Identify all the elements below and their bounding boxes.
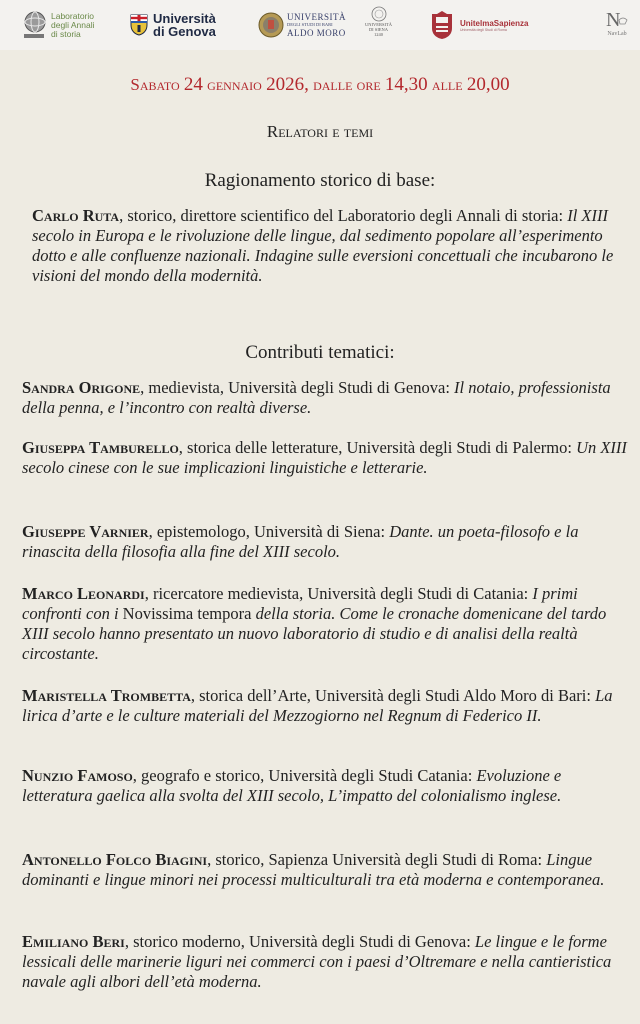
start-time: 14,30	[384, 74, 428, 95]
logo-text: Laboratorio	[51, 10, 95, 21]
contributions-heading: Contributi tematici:	[245, 342, 395, 363]
ship-n-icon	[606, 8, 628, 30]
speaker-entry	[22, 686, 632, 726]
speaker-entry	[22, 378, 632, 418]
svg-text:N: N	[606, 9, 621, 30]
speaker-entry	[32, 206, 632, 286]
logo-text: DI SIENA	[368, 27, 389, 32]
talk-title: Dante. un poeta-filosofo e la rinascita della filosofia alla fine del XIII secolo.	[22, 522, 579, 561]
speaker-name: Carlo Ruta	[32, 206, 120, 225]
base-section-heading: Ragionamento storico di base:	[204, 170, 436, 191]
speaker-entry	[22, 438, 632, 478]
logo-text: NavLab	[607, 31, 627, 37]
speaker-entry	[22, 850, 632, 890]
logo-universita-genova	[130, 6, 216, 44]
speaker-name: Antonello Folco Biagini	[22, 850, 208, 869]
seal-icon	[258, 12, 284, 38]
speaker-role: , medievista, Università degli Studi di Genova:	[140, 378, 455, 397]
date-day: 24	[183, 74, 203, 95]
logo-text: di storia	[51, 28, 81, 39]
talk-title-latin: Novissima tempora	[122, 604, 252, 623]
logo-text: DEGLI STUDI DI BARI	[287, 22, 333, 27]
talk-title: Le lingue e le forme lessicali delle marinerie liguri nei commerci con i paesi d’Oltremare e nella cantieristica navale agli albori dell’età moderna.	[22, 932, 612, 991]
building-emblem-icon	[430, 10, 454, 40]
logo-text: ALDO MORO	[287, 28, 346, 38]
logo-bar	[0, 0, 640, 50]
speaker-role: , storica delle letterature, Università degli Studi di Palermo:	[178, 438, 577, 457]
speaker-role: , storico moderno, Università degli Studi di Genova:	[124, 932, 475, 951]
logo-universita-siena	[365, 6, 392, 44]
logo-text: di Genova	[153, 24, 216, 39]
talk-title: Il XIII secolo in Europa e le rivoluzione delle lingue, dal sedimento popolare all’esperimento dotto e alle confluenze nazionali. Indagine sulle eversioni concettuali che incubarono le visioni del mondo della modernità.	[32, 206, 614, 285]
speaker-role: , storica dell’Arte, Università degli Studi Aldo Moro di Bari:	[190, 686, 596, 705]
speaker-role: , storico, Sapienza Università degli Studi di Roma:	[207, 850, 547, 869]
speaker-name: Marco Leonardi	[22, 584, 145, 603]
speaker-role: , epistemologo, Università di Siena:	[148, 522, 390, 541]
date-text: alle	[427, 75, 467, 94]
logo-laboratorio-annali	[22, 6, 94, 44]
talk-title: I primi confronti con i	[22, 584, 578, 623]
speaker-role: , geografo e storico, Università degli Studi Catania:	[132, 766, 477, 785]
talk-title: Il notaio, professionista della penna, e l’incontro con realtà diverse.	[22, 378, 611, 417]
speaker-entry	[22, 584, 632, 664]
speaker-name: Sandra Origone	[22, 378, 141, 397]
talk-title: La lirica d’arte e le culture materiali del Mezzogiorno nel Regnum di Federico II.	[22, 686, 613, 725]
date-text: Sabato	[130, 75, 184, 94]
talk-title: Lingue dominanti e lingue minori nei processi multiculturali tra età moderna e contemporanea.	[22, 850, 605, 889]
logo-text: 1240	[374, 32, 383, 37]
date-text: gennaio	[202, 75, 267, 94]
speaker-name: Nunzio Famoso	[22, 766, 133, 785]
speaker-name: Maristella Trombetta	[22, 686, 191, 705]
section-title: Relatori e temi	[266, 122, 374, 141]
speaker-entry	[22, 932, 632, 992]
logo-text: Università degli Studi di Roma	[460, 27, 507, 32]
logo-text: Università	[153, 11, 216, 26]
talk-title: Un XIII secolo cinese con le sue implicazioni linguistiche e letterarie.	[22, 438, 627, 477]
talk-title: Evoluzione e letteratura gaelica alla svolta del XIII secolo, L’impatto del colonialismo inglese.	[22, 766, 562, 805]
globe-icon	[22, 10, 48, 40]
speaker-entry	[22, 766, 632, 806]
end-time: 20,00	[466, 74, 510, 95]
shield-icon	[130, 14, 148, 36]
logo-text: UNIVERSITÀ	[287, 12, 346, 22]
seal-icon	[371, 6, 387, 22]
event-date	[0, 74, 640, 96]
speaker-name: Giuseppa Tamburello	[22, 438, 179, 457]
logo-universita-bari	[258, 6, 346, 44]
talk-title: della storia. Come le cronache domenicane del tardo XIII secolo hanno presentato un nuovo laboratorio di studio e di analisi della realtà circostante.	[22, 604, 607, 663]
date-year: 2026,	[266, 74, 309, 95]
logo-navlab	[606, 8, 628, 46]
date-text: dalle ore	[308, 75, 385, 94]
logo-unitelma-sapienza	[430, 6, 528, 44]
speaker-name: Giuseppe Varnier	[22, 522, 149, 541]
speaker-entry	[22, 522, 632, 562]
logo-text: UnitelmaSapienza	[460, 18, 529, 28]
speaker-name: Emiliano Beri	[22, 932, 125, 951]
logo-text: degli Annali	[51, 19, 95, 30]
speaker-role: , storico, direttore scientifico del Laboratorio degli Annali di storia:	[119, 206, 568, 225]
speaker-role: , ricercatore medievista, Università degli Studi di Catania:	[144, 584, 533, 603]
logo-text: UNIVERSITÀ	[365, 22, 392, 27]
